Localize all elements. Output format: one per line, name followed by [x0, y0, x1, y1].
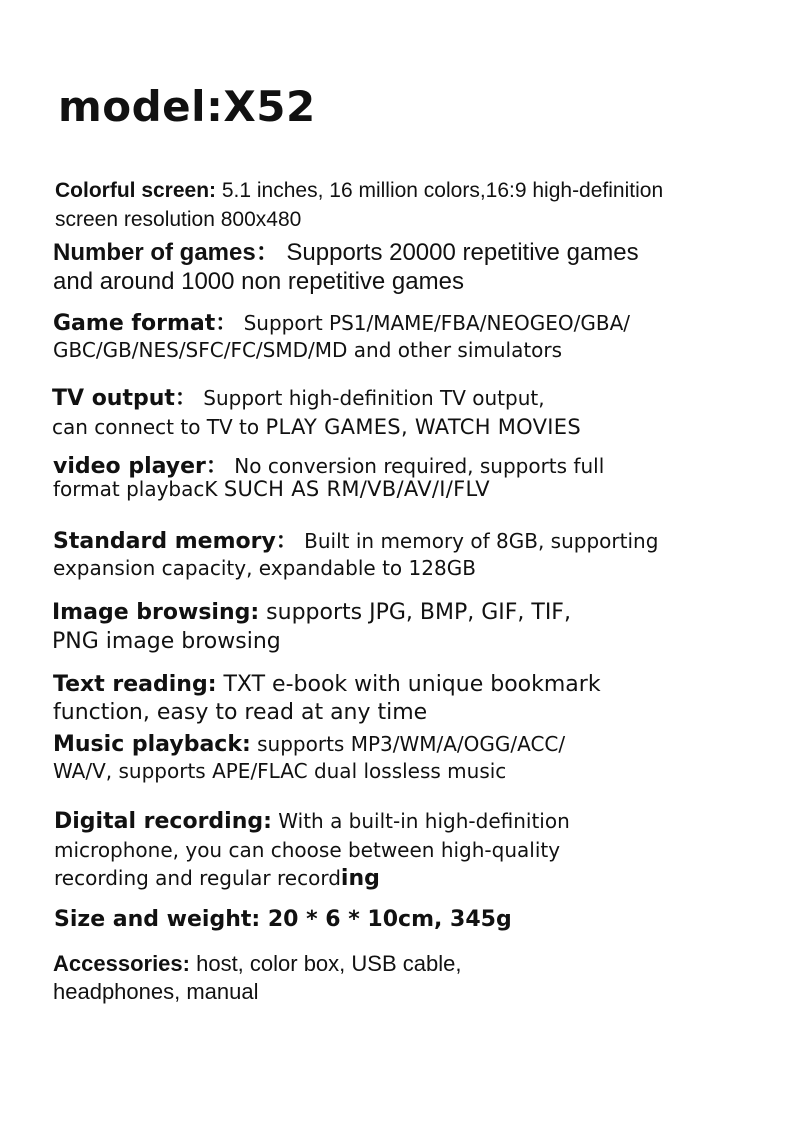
spec-value: recording and regular record — [54, 866, 341, 890]
spec-game-format — [53, 310, 630, 363]
spec-value: host, color box, USB cable, — [189, 951, 462, 976]
spec-label: Digital recording: — [54, 809, 272, 834]
spec-text-reading — [53, 671, 601, 727]
spec-music-playback — [53, 731, 565, 785]
spec-label: video player： — [53, 454, 228, 479]
spec-line — [53, 950, 461, 978]
spec-label: Accessories: — [53, 951, 190, 976]
spec-line — [52, 384, 581, 413]
spec-label: Text reading: — [53, 672, 217, 697]
spec-label: Image browsing: — [52, 600, 260, 625]
spec-value: can connect to TV to — [52, 415, 266, 439]
spec-line — [52, 413, 581, 441]
spec-value: supports MP3/WM/A/OGG/ACC/ — [250, 732, 566, 756]
spec-line — [53, 671, 601, 699]
spec-label: Colorful screen: — [55, 179, 217, 202]
spec-line — [53, 478, 604, 501]
spec-value: Support high-definition TV output, — [196, 386, 545, 410]
spec-label: Game format： — [53, 311, 238, 336]
spec-label: Size and weight: 20 * 6 * 10cm, 345g — [54, 907, 512, 932]
spec-colorful-screen — [55, 176, 663, 234]
spec-line — [54, 864, 570, 893]
spec-value: GBC/GB/NES/SFC/FC/SMD/MD and other simulators — [53, 338, 563, 362]
spec-number-of-games — [53, 238, 639, 296]
spec-line — [53, 528, 658, 555]
spec-image-browsing — [52, 598, 571, 656]
spec-line — [53, 455, 604, 478]
spec-value: No conversion required, supports full — [227, 454, 605, 478]
spec-value: PNG image browsing — [52, 629, 281, 654]
spec-value: expansion capacity, expandable to 128GB — [53, 556, 476, 580]
spec-label: Number of games： — [53, 239, 280, 266]
spec-line — [54, 905, 512, 935]
spec-label: Music playback: — [53, 732, 251, 757]
spec-line — [55, 176, 663, 205]
spec-value: headphones, manual — [53, 979, 259, 1004]
spec-digital-recording — [54, 807, 570, 893]
spec-value-emphasis: ing — [340, 866, 380, 891]
spec-value-emphasis: SUCH AS RM/VB/AV/I/FLV — [223, 477, 490, 501]
spec-standard-memory — [53, 528, 658, 582]
spec-value: microphone, you can choose between high-quality — [54, 838, 561, 862]
spec-value: Built in memory of 8GB, supporting — [297, 529, 659, 553]
spec-value: screen resolution 800x480 — [55, 208, 302, 231]
spec-video-player — [53, 455, 604, 501]
spec-value: format playbacK — [53, 477, 224, 501]
spec-value: WA/V, supports APE/FLAC dual lossless music — [53, 759, 507, 783]
spec-value: and around 1000 non repetitive games — [53, 268, 464, 295]
spec-value: function, easy to read at any time — [53, 700, 428, 725]
spec-label: Standard memory： — [53, 529, 298, 554]
spec-value-emphasis: PLAY GAMES, WATCH MOVIES — [265, 415, 582, 439]
spec-value: supports JPG, BMP, GIF, TIF, — [259, 600, 571, 625]
spec-value: TXT e-book with unique bookmark — [216, 672, 601, 697]
spec-line — [54, 807, 570, 836]
spec-line — [52, 598, 571, 627]
spec-line — [53, 731, 565, 758]
page-title: model:X52 — [58, 82, 316, 131]
spec-value: 5.1 inches, 16 million colors,16:9 high-definition — [216, 179, 664, 202]
spec-label: TV output： — [52, 386, 197, 411]
spec-line — [53, 310, 630, 337]
spec-value: Supports 20000 repetitive games — [279, 239, 639, 266]
spec-tv-output — [52, 384, 581, 441]
spec-value: With a built-in high-definition — [271, 809, 570, 833]
spec-value: Support PS1/MAME/FBA/NEOGEO/GBA/ — [237, 311, 631, 335]
spec-accessories — [53, 950, 461, 1006]
spec-size-and-weight — [54, 905, 512, 935]
spec-line — [53, 238, 639, 267]
